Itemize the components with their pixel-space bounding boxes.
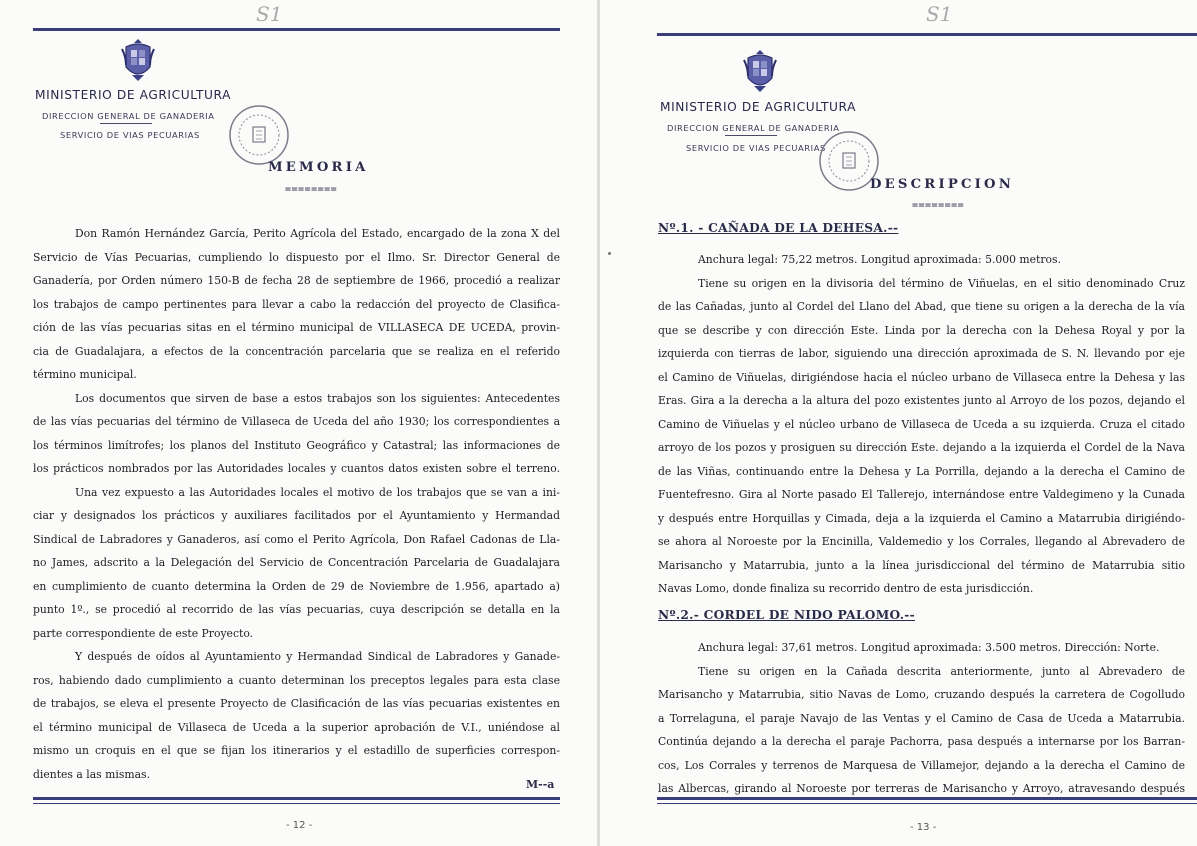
text-line: Tiene su origen en la Cañada descrita anteriormente, junto al Abrevadero de	[698, 664, 1185, 678]
text-line: Navas Lomo, donde finaliza su recorrido dentro de esta jurisdicción.	[658, 582, 1034, 595]
text-line: ción de las vías pecuarias sitas en el término municipal de VILLASECA DE UCEDA, provin-	[33, 321, 560, 334]
text-line: Tiene su origen en la divisoria del término de Viñuelas, en el sitio denominado Cruz	[698, 276, 1185, 290]
text-line: parte correspondiente de este Proyecto.	[33, 626, 254, 640]
text-line: Eras. Gira a la derecha a la altura del pozo existentes junto al Arroyo de los pozos, dejando el	[658, 394, 1185, 407]
pencil-annotation: S1	[926, 2, 953, 26]
servicio-label: SERVICIO DE VIAS PECUARIAS	[60, 130, 200, 140]
text-line: Anchura legal: 75,22 metros. Longitud aproximada: 5.000 metros.	[698, 253, 1062, 266]
text-line: dientes a las mismas.	[33, 767, 151, 781]
sub-divider	[725, 135, 777, 136]
text-line: Marisancho y Matarrubia, junto a la línea jurisdiccional del término de Matarrubia sitio	[658, 558, 1185, 572]
text-line: no James, adscrito a la Delegación del Servicio de Concentración Parcelaria de Guadalajara	[33, 556, 560, 569]
text-line: de las vías pecuarias del término de Villaseca de Uceda del año 1930; los correspondientes a	[33, 415, 560, 428]
continuation-mark: M--a	[526, 778, 555, 791]
text-line: el Camino de Viñuelas, dirigiéndose hacia el núcleo urbano de Villaseca entre la Dehesa y las	[658, 370, 1185, 384]
ministry-title: MINISTERIO DE AGRICULTURA	[660, 100, 857, 114]
direccion-label: DIRECCION GENERAL DE GANADERIA	[42, 111, 215, 121]
bottom-rule-thin	[657, 803, 1197, 804]
page-number: - 12 -	[286, 820, 313, 831]
text-line: término municipal.	[33, 368, 137, 381]
text-line: de trabajos, se eleva el presente Proyecto de Clasificación de las vías pecuarias existentes en	[33, 697, 560, 710]
text-line: ros, habiendo dado cumplimiento a cuanto determinan los preceptos legales para esta clase	[33, 673, 560, 687]
official-stamp-icon	[228, 104, 290, 166]
text-line: Una vez expuesto a las Autoridades locales el motivo de los trabajos que se van a ini-	[75, 485, 560, 499]
heading-underline: ========	[912, 200, 965, 211]
bottom-rule-thin	[33, 803, 560, 804]
coat-of-arms-icon	[120, 37, 156, 83]
text-line: en cumplimiento de cuanto determina la Orden de 29 de Noviembre de 1.956, apartado a)	[33, 579, 560, 593]
text-line: punto 1º., se procedió al recorrido de las vías pecuarias, cuya descripción se detalla en la	[33, 603, 560, 616]
text-line: Camino de Viñuelas y el núcleo urbano de Villaseca de Uceda a su izquierda. Cruza el citado	[658, 417, 1185, 431]
section-title-cordel: Nº.2.- CORDEL DE NIDO PALOMO.--	[658, 608, 915, 622]
text-line: Continúa dejando a la derecha el paraje Pachorra, pasa después a internarse por los Barran-	[658, 735, 1185, 748]
text-line: arroyo de los pozos y prosiguen su dirección Este. dejando a la izquierda el Cordel de la Nava	[658, 441, 1185, 454]
sub-divider	[100, 123, 152, 124]
direccion-label: DIRECCION GENERAL DE GANADERIA	[667, 123, 840, 133]
text-line: Ganadería, por Orden número 150-B de fecha 28 de septiembre de 1966, procedió a realizar	[33, 274, 560, 287]
right-page	[600, 0, 1197, 846]
text-line: se ahora al Noroeste por la Encinilla, Valdemedio y los Corrales, llegando al Abrevadero de	[658, 535, 1185, 548]
text-line: las Albercas, girando al Noroeste por terreras de Marisancho y Arroyo, atravesando después	[658, 782, 1185, 795]
ministry-title: MINISTERIO DE AGRICULTURA	[35, 88, 232, 102]
text-line: Los documentos que sirven de base a estos trabajos son los siguientes: Antecedentes	[75, 391, 560, 405]
text-line: Sindical de Labradores y Ganaderos, así como el Perito Agrícola, Don Rafael Cadonas de Lla-	[33, 532, 560, 546]
heading-underline: ========	[285, 184, 338, 195]
text-line: a Torrelaguna, el paraje Navajo de las Ventas y el Camino de Casa de Uceda a Matarrubia.	[658, 711, 1185, 725]
left-page	[0, 0, 597, 846]
text-line: que se describe y con dirección Este. Linda por la derecha con la Dehesa Royal y por la	[658, 323, 1185, 337]
servicio-label: SERVICIO DE VIAS PECUARIAS	[686, 143, 826, 153]
text-line: Fuentefresno. Gira al Norte pasado El Tallerejo, internándose entre Valdegimeno y la Cunada	[658, 488, 1185, 501]
text-line: de las Viñas, continuando entre la Dehesa y La Porrilla, dejando a la derecha el Camino de	[658, 464, 1185, 478]
bottom-rule	[657, 797, 1197, 800]
text-line: izquierda con tierras de labor, siguiendo una dirección aproximada de S. N. llevando por eje	[658, 347, 1185, 360]
section-heading: MEMORIA	[268, 160, 369, 175]
scan-speck	[608, 252, 611, 255]
text-line: de las Cañadas, junto al Cordel del Llano del Abad, que tiene su origen a la derecha de la vía	[658, 300, 1185, 313]
text-line: mismo un croquis en el que se fijan los itinerarios y el estadillo de superficies correspon-	[33, 744, 560, 757]
coat-of-arms-icon	[742, 48, 778, 94]
text-line: los prácticos nombrados por las Autoridades locales y cuantos datos existen sobre el terreno.	[33, 462, 560, 475]
text-line: los trabajos de campo pertinentes para llevar a cabo la redacción del proyecto de Clasifica-	[33, 297, 560, 311]
text-line: Don Ramón Hernández García, Perito Agrícola del Estado, encargado de la zona X del	[75, 227, 560, 240]
text-line: ciar y designados los prácticos y auxiliares facilitados por el Ayuntamiento y Hermandad	[33, 509, 560, 522]
text-line: cos, Los Corrales y terrenos de Marquesa de Villamejor, dejando a la derecha el Camino de	[658, 758, 1185, 772]
text-line: y después entre Horquillas y Cimada, deja a la izquierda el Camino a Matarrubia dirigiéndo-	[658, 511, 1185, 525]
text-line: cia de Guadalajara, a efectos de la concentración parcelaria que se realiza en el referido	[33, 344, 560, 358]
section-heading: DESCRIPCION	[870, 177, 1014, 192]
text-line: Anchura legal: 37,61 metros. Longitud aproximada: 3.500 metros. Dirección: Norte.	[698, 641, 1160, 654]
top-rule	[657, 33, 1197, 36]
pencil-annotation: S1	[256, 2, 283, 26]
text-line: los términos limítrofes; los planos del Instituto Geográfico y Catastral; las informaciones de	[33, 438, 560, 452]
bottom-rule	[33, 797, 560, 800]
text-line: Servicio de Vías Pecuarias, cumpliendo lo dispuesto por el Ilmo. Sr. Director General de	[33, 250, 560, 264]
text-line: Marisancho y Matarrubia, sitio Navas de Lomo, cruzando después la carretera de Cogolludo	[658, 688, 1185, 701]
page-number: - 13 -	[910, 822, 937, 833]
text-line: Y después de oídos al Ayuntamiento y Hermandad Sindical de Labradores y Ganade-	[75, 650, 560, 663]
text-line: el término municipal de Villaseca de Uceda a la superior aprobación de V.I., uniéndose al	[33, 720, 560, 734]
section-title-canada: Nº.1. - CAÑADA DE LA DEHESA.--	[658, 221, 899, 235]
top-rule	[33, 28, 560, 31]
